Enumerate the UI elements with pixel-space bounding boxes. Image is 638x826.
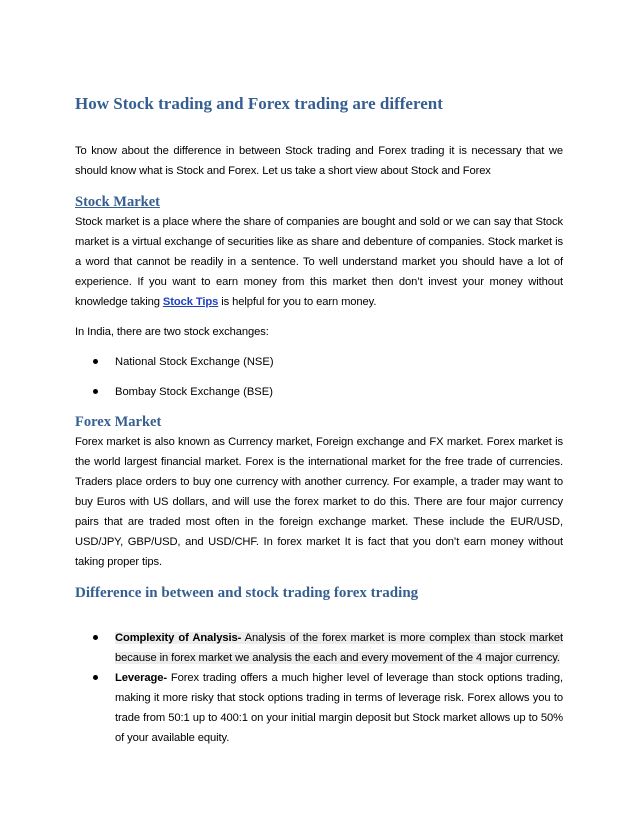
bullet-icon	[93, 359, 98, 364]
list-item	[75, 352, 563, 372]
stock-paragraph-tail: is helpful for you to earn money.	[218, 296, 377, 308]
difference-list	[75, 628, 563, 748]
list-item	[75, 668, 563, 748]
india-exchanges-line: In India, there are two stock exchanges:	[75, 326, 269, 338]
stock-market-paragraph	[75, 212, 563, 312]
exchange-label: National Stock Exchange (NSE)	[115, 356, 274, 368]
stock-paragraph-text: Stock market is a place where the share of companies are bought and sold or we can say that Stock market is a virtual exchange of securities like as share and debenture of companies. Stock market is a word that cannot be readily in a sentence. To well understand market you should have a lot of experience. If you want to earn money from this market then don’t invest your money without knowledge taking	[75, 216, 563, 308]
bullet-icon	[93, 675, 98, 680]
exchange-label: Bombay Stock Exchange (BSE)	[115, 386, 273, 398]
forex-market-paragraph: Forex market is also known as Currency market, Foreign exchange and FX market. Forex market is the world largest financial market. Forex is the international market for the free trade of currencies. Traders place orders to buy one currency with another currency. For example, a trader may want to buy Euros with US dollars, and will use the forex market to do this. There are four major currency pairs that are traded most often in the foreign exchange market. These include the EUR/USD, USD/JPY, GBP/USD, and USD/CHF. In forex market It is fact that you don’t earn money without taking proper tips.	[75, 436, 563, 568]
stock-tips-link[interactable]: Stock Tips	[162, 296, 219, 308]
exchange-list	[75, 352, 563, 402]
document-title: How Stock trading and Forex trading are different	[75, 94, 443, 113]
intro-paragraph: To know about the difference in between Stock trading and Forex trading it is necessary that we should know what is Stock and Forex. Let us take a short view about Stock and Forex	[75, 145, 563, 177]
document-content	[75, 93, 563, 748]
difference-item-body: Forex trading offers a much higher level of leverage than stock options trading, making it more risky that stock options trading in terms of leverage risk. Forex allows you to trade from 50:1 up to 400:1 on your initial margin deposit but Stock market allows up to 50% of your available equity.	[115, 672, 563, 744]
bullet-icon	[93, 635, 98, 640]
list-item	[75, 382, 563, 402]
difference-item-lead: Leverage-	[115, 672, 167, 684]
difference-item-text	[115, 632, 563, 664]
list-item	[75, 628, 563, 668]
difference-item-body: Analysis of the forex market is more complex than stock market because in forex market we analysis the each and every movement of the 4 major currency.	[115, 632, 563, 664]
stock-market-heading: Stock Market	[75, 194, 160, 210]
forex-market-heading: Forex Market	[75, 414, 162, 430]
bullet-icon	[93, 389, 98, 394]
difference-item-lead: Complexity of Analysis-	[115, 632, 242, 644]
difference-heading: Difference in between and stock trading forex trading	[75, 585, 419, 601]
